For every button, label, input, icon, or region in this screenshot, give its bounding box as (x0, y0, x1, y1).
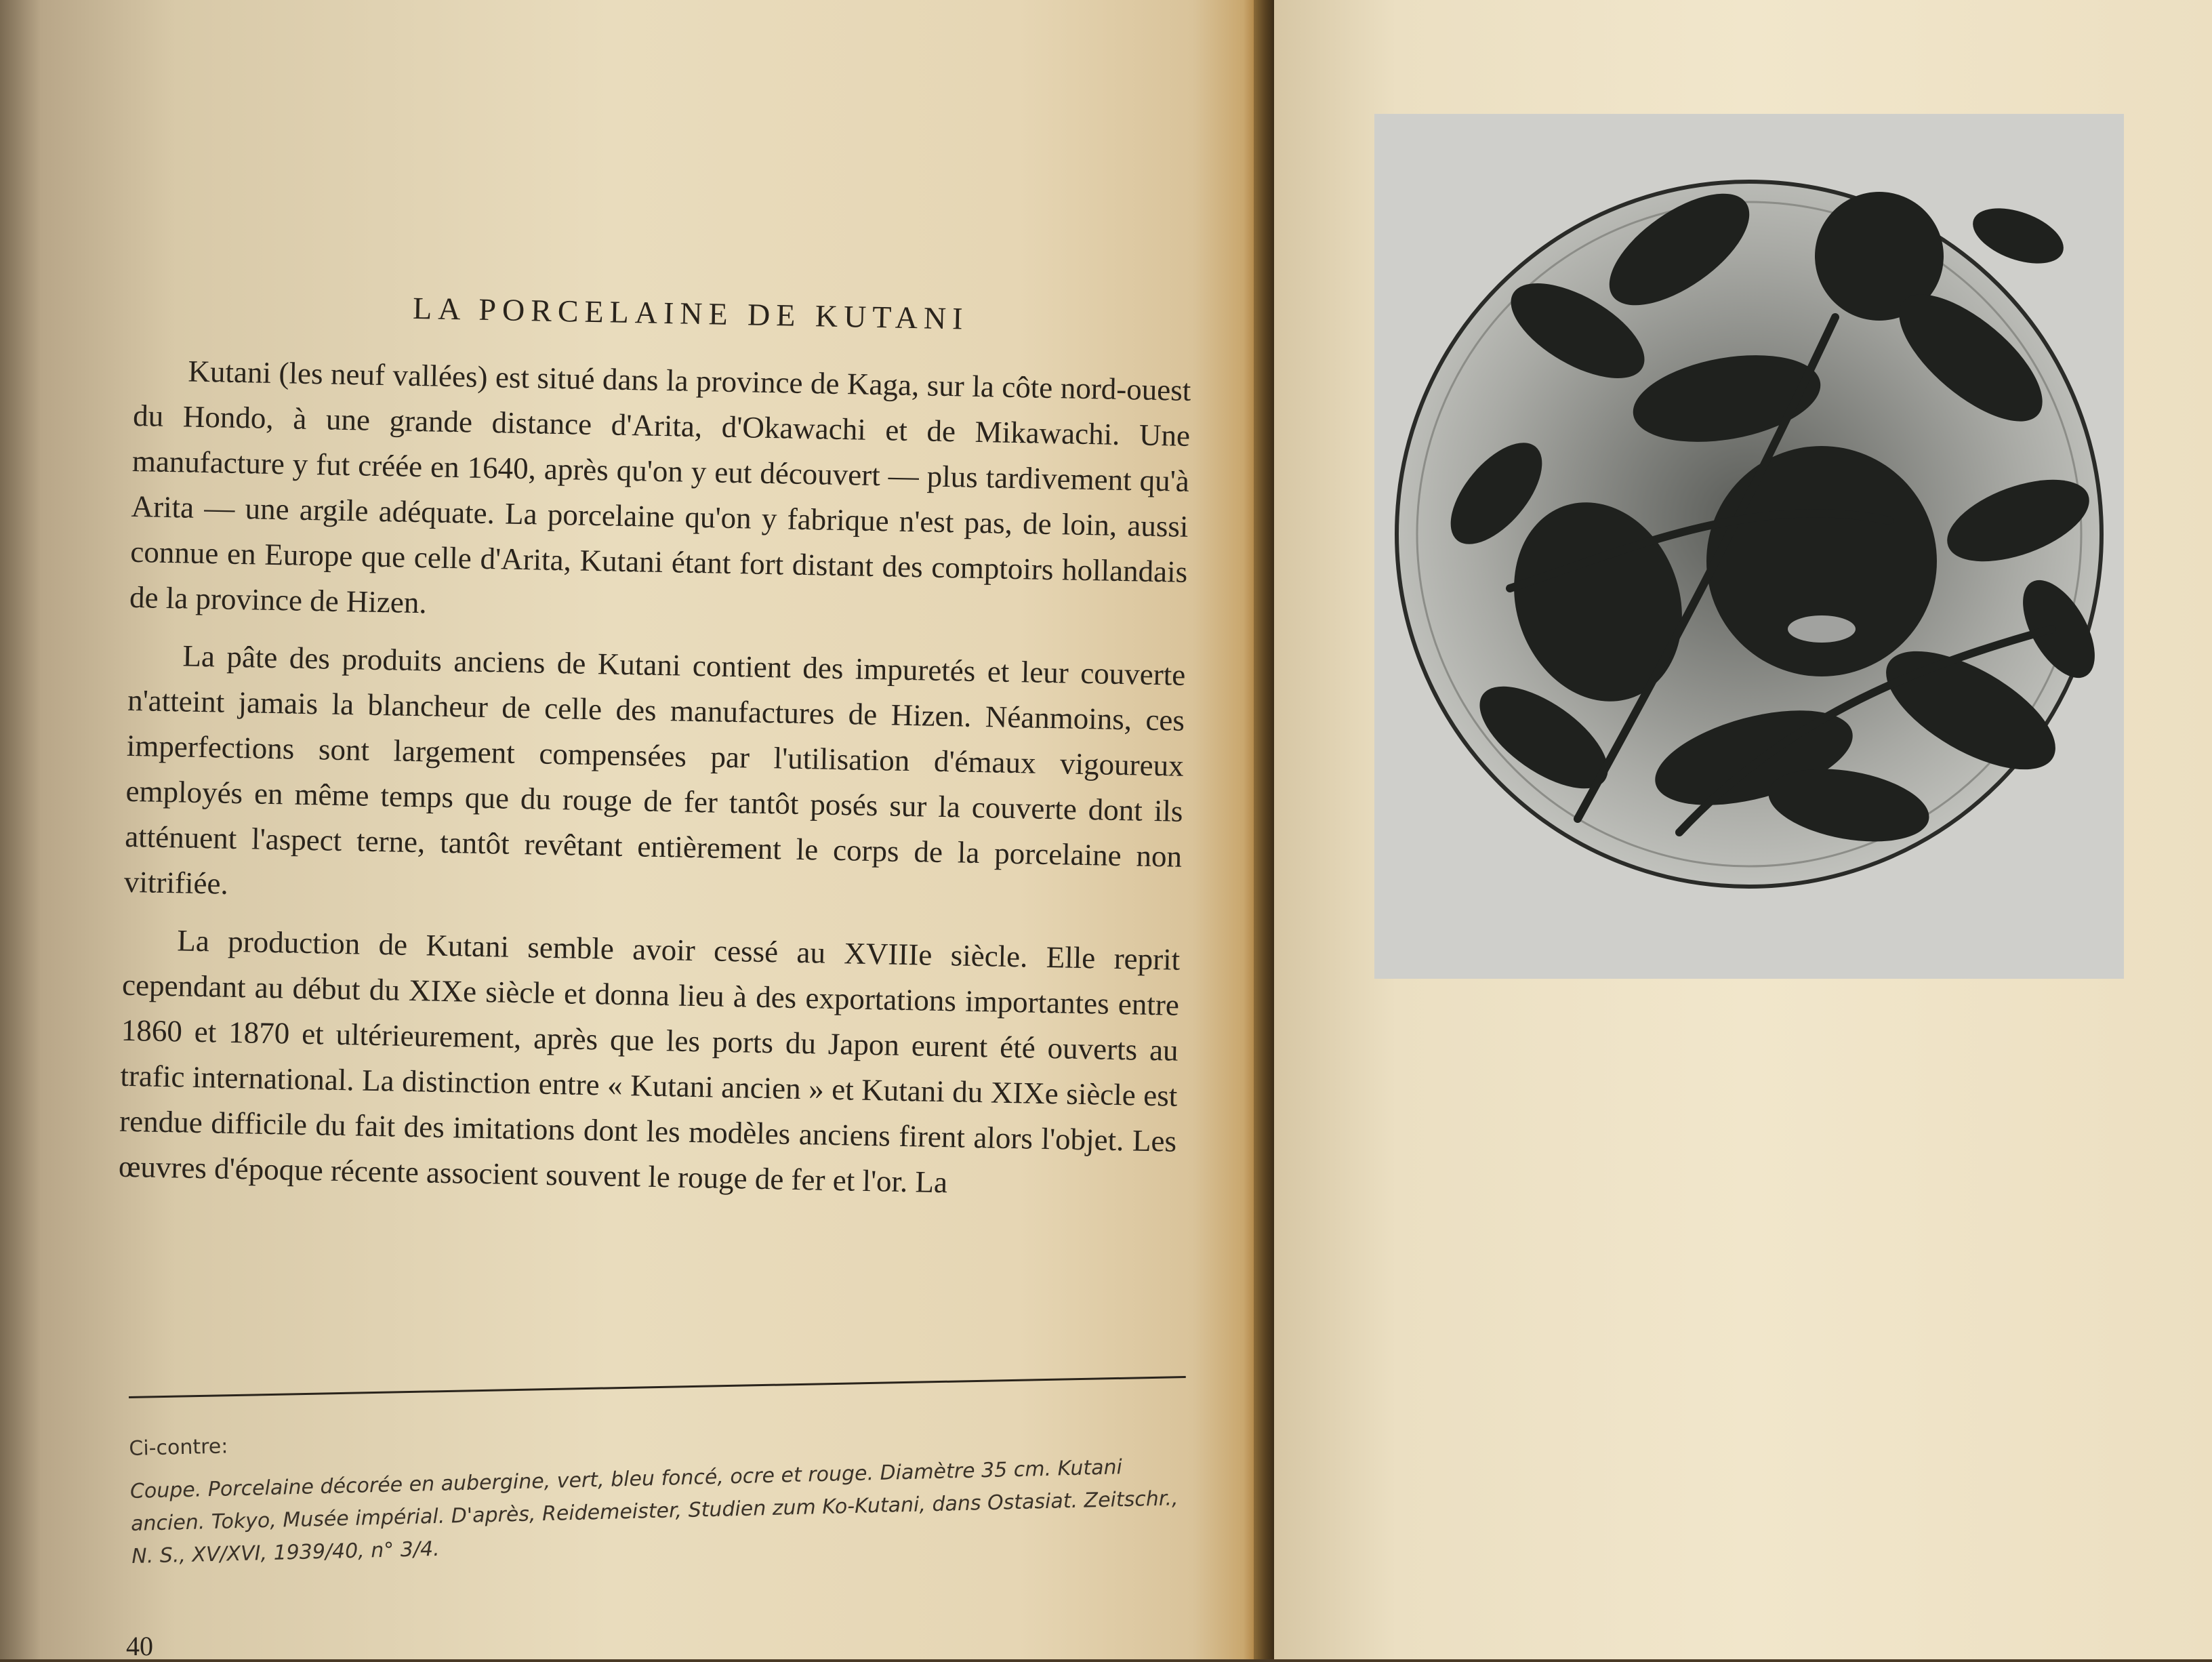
book-gutter (1254, 0, 1274, 1659)
body-text (118, 285, 1193, 1222)
dish-illustration (1374, 114, 2124, 979)
footnote (129, 1411, 1189, 1573)
footnote-label: Ci-contre: (129, 1434, 228, 1461)
chapter-title: LA PORCELAINE DE KUTANI (412, 290, 969, 336)
page-number: 40 (126, 1631, 153, 1661)
paragraph-2: La pâte des produits anciens de Kutani contient des impuretés et leur couverte n'atteint jamais la blancheur de celle des manufactures de Hizen. Néanmoins, ces imperfections sont largement compensées par l'utilisation d'émaux vigoureux employés en même temps que du rouge de fer tantôt posés sur la couverte dont ils atténuent l'aspect terne, tantôt revêtant entièrement le corps de la porcelaine non vitrifiée. (123, 639, 1186, 901)
porcelain-dish-photo (1374, 114, 2124, 979)
footnote-text: Coupe. Porcelaine décorée en aubergine, vert, bleu foncé, ocre et rouge. Diamètre 35 cm. Kutani ancien. Tokyo, Musée impérial. D'après, Reidemeister, Studien zum Ko-Kutani, dans Ostasiat. Zeitschr., N. S., XV/XVI, 1939/40, n° 3/4. (129, 1455, 1179, 1568)
highlight (1788, 615, 1856, 643)
paragraph-1: Kutani (les neuf vallées) est situé dans la province de Kaga, sur la côte nord-ouest du Hondo, à une grande distance d'Arita, d'Okawachi et de Mikawachi. Une manufacture y fut créée en 1640, après qu'on y eut découvert — plus tardivement qu'à Arita — une argile adéquate. La porcelaine qu'on y fabrique n'est pas, de loin, aussi connue en Europe que celle d'Arita, Kutani étant fort distant des comptoirs hollandais de la province de Hizen. (129, 354, 1191, 620)
paragraph-3: La production de Kutani semble avoir cessé au XVIIIe siècle. Elle reprit cependant au début du XIXe siècle et donna lieu à des exportations importantes entre 1860 et 1870 et ultérieurement, après que les ports du Japon eurent été ouverts au trafic international. La distinction entre « Kutani ancien » et Kutani du XIXe siècle est rendue difficile du fait des imitations dont les modèles anciens firent alors l'objet. Les œuvres d'époque récente associent souvent le rouge de fer et l'or. La (118, 923, 1181, 1200)
leaf (1965, 197, 2070, 275)
